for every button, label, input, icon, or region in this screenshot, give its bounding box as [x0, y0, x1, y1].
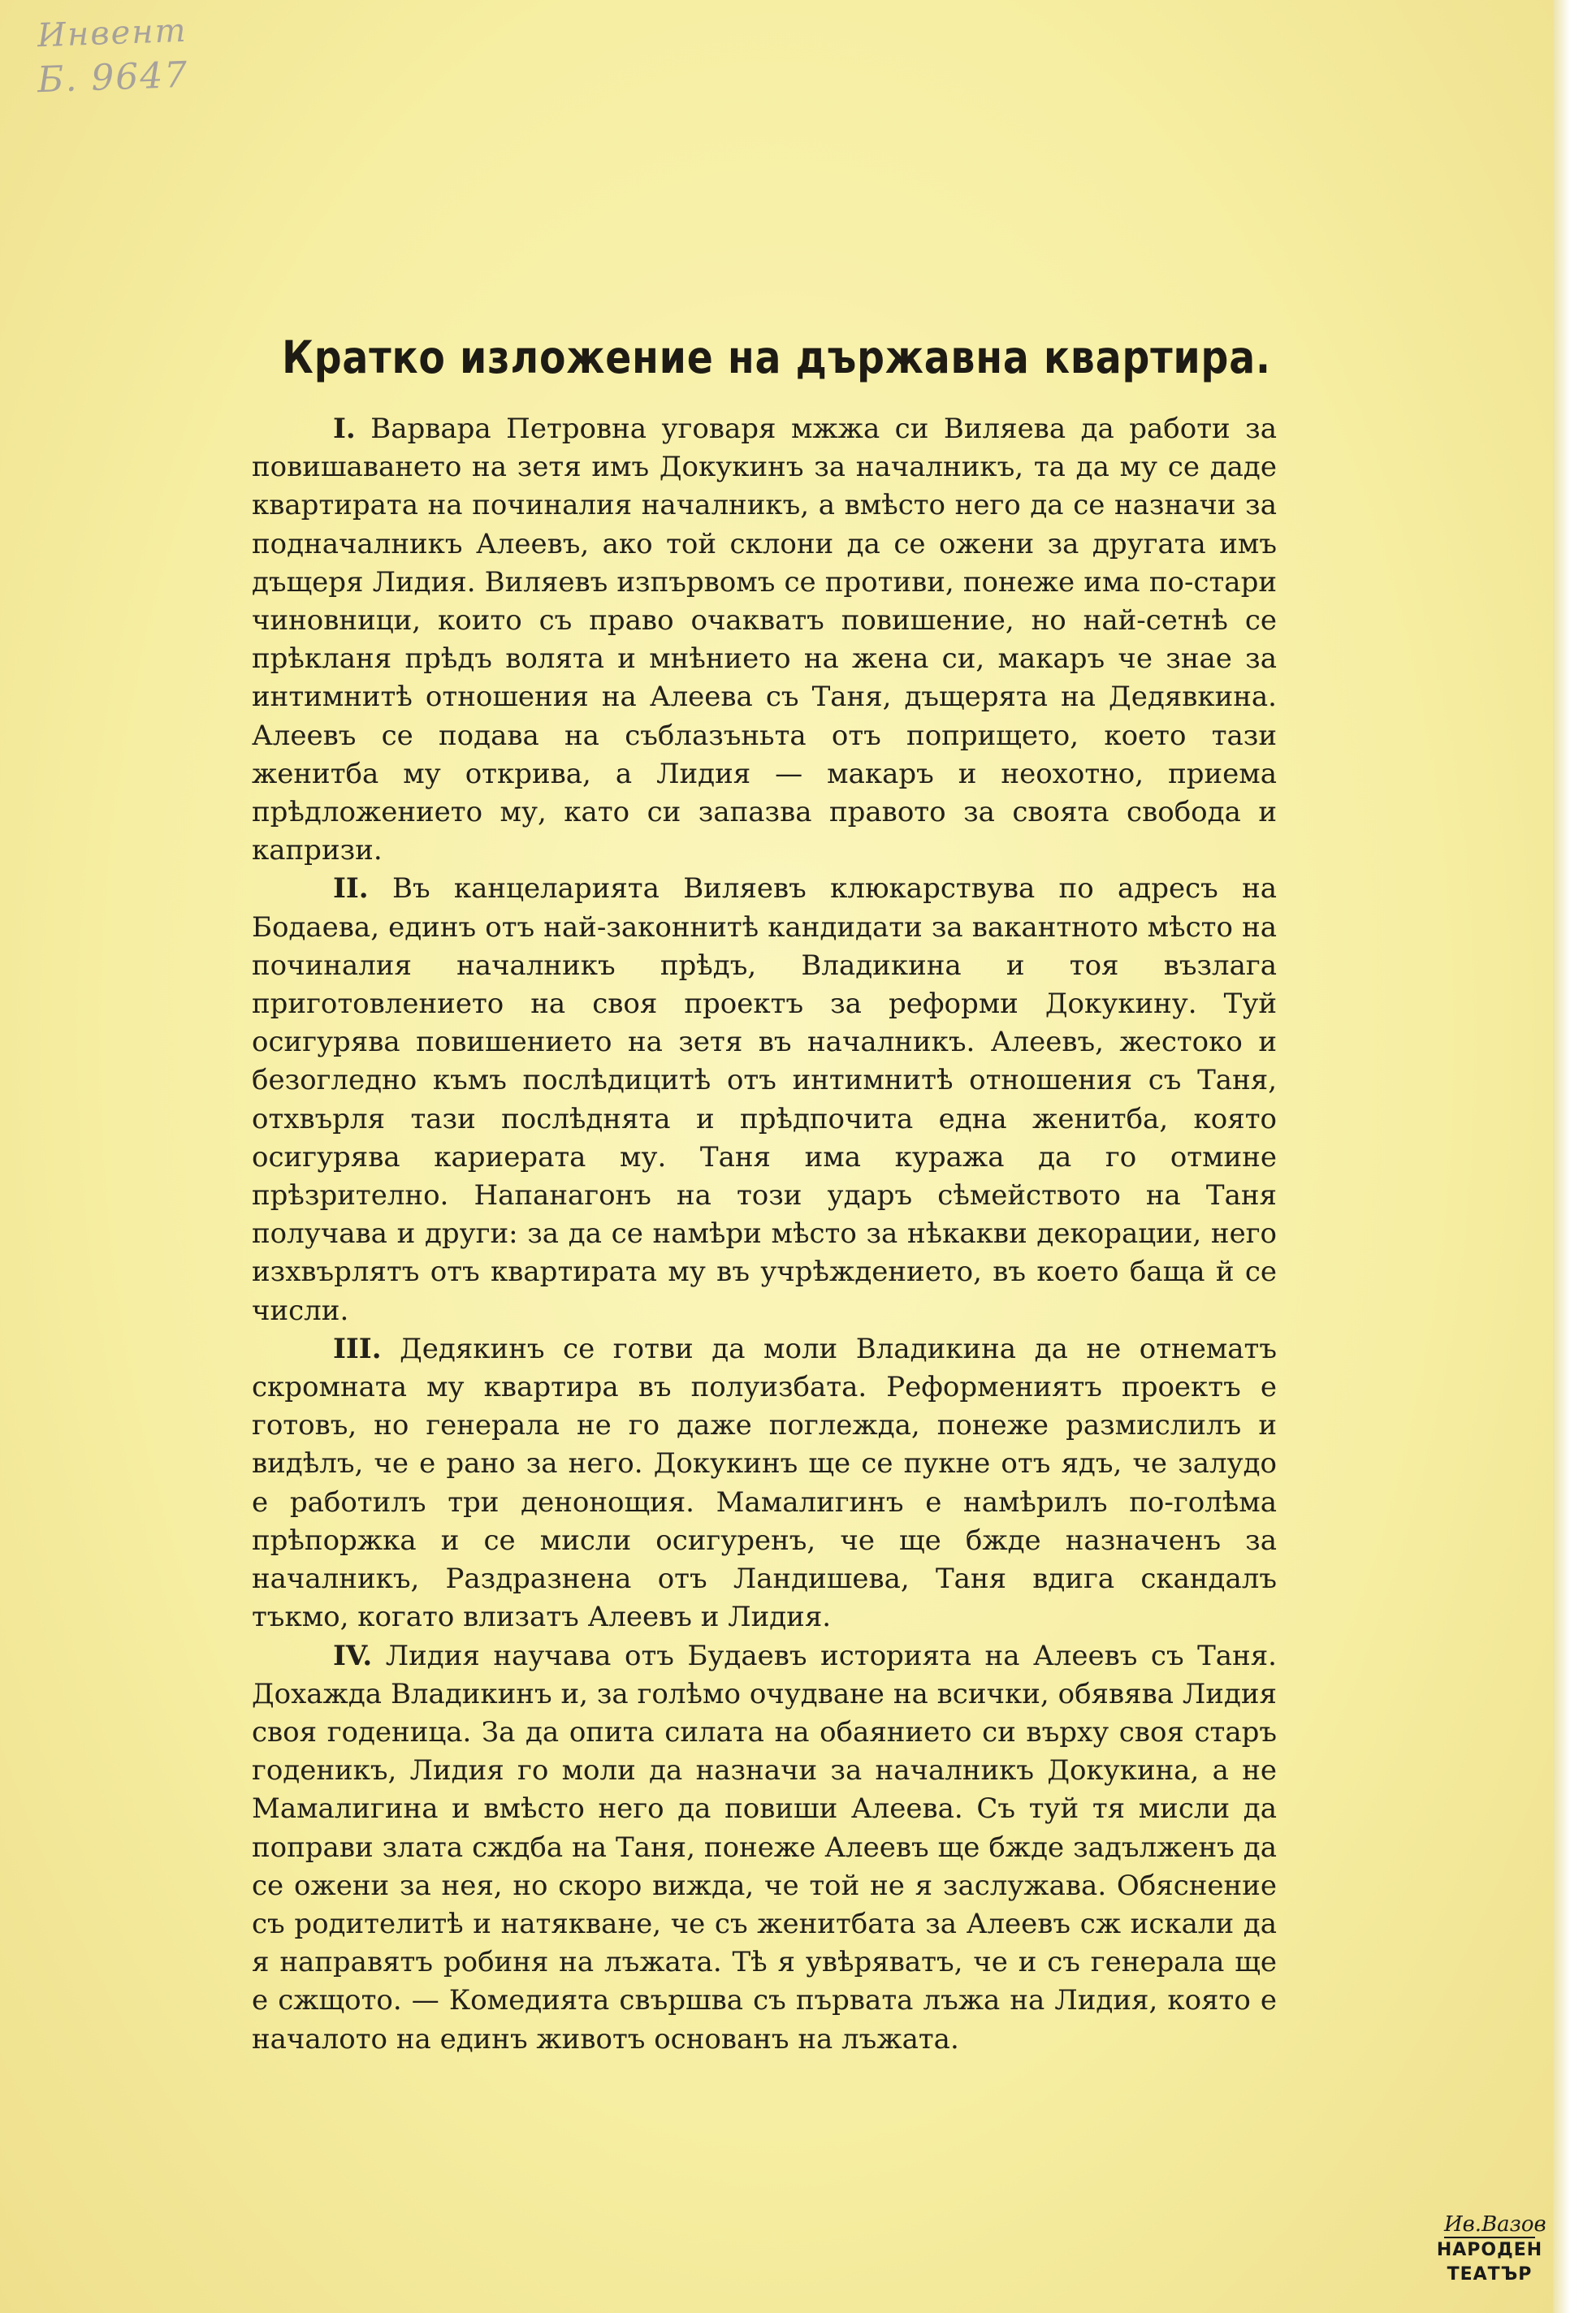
paragraph-numeral: IV.	[333, 1639, 373, 1672]
paragraph-1	[252, 410, 1277, 870]
document-body	[252, 410, 1277, 2059]
paragraph-text: Варвара Петровна уговаря мжжа си Виляева да работи за повишаването на зетя имъ Докукинъ за началникъ, та да му се даде квартирата на починалия началникъ, а вмѣсто него да се назначи за подначалникъ Алеевъ, ако той склони да се ожени за другата имъ дъщеря Лидия. Виляевъ изпървомъ се противи, понеже има по-стари чиновници, които съ право очакватъ повишение, но най-сетнѣ се прѣкланя прѣдъ волята и мнѣнието на жена си, макаръ че знае за интимнитѣ отношения на Алеева съ Таня, дъщерята на Дедявкина. Алеевъ се подава на съблазъньта отъ попрището, което тази женитба му открива, а Лидия — макаръ и неохотно, приема прѣдложението му, като си запазва правото за своята свобода и капризи.	[252, 413, 1277, 867]
stamp-line-1: НАРОДЕН	[1436, 2240, 1543, 2260]
paragraph-text: Въ канцеларията Виляевъ клюкарствува по адресъ на Бодаева, единъ отъ най-законнитѣ кандидати за вакантното мѣсто на починалия началникъ прѣдъ, Владикина и тоя възлага приготовлението на своя проектъ за реформи Докукину. Туй осигурява повишението на зетя въ началникъ. Алеевъ, жестоко и безогледно къмъ послѣдицитѣ отъ интимнитѣ отношения съ Таня, отхвърля тази послѣднята и прѣдпочита една женитба, която осигурява кариерата му. Таня има куража да го отмине прѣзрително. Напанагонъ на този ударъ сѣмейството на Таня получава и други: за да се намѣри мѣсто за нѣкакви декорации, него изхвърлятъ отъ квартирата му въ учрѣждението, въ което баща й се числи.	[252, 872, 1277, 1327]
archive-number-mark: Б. 9647	[37, 54, 190, 102]
paragraph-numeral: III.	[333, 1332, 382, 1365]
paragraph-2	[252, 870, 1277, 1329]
paragraph-3	[252, 1330, 1277, 1637]
paragraph-text: Дедякинъ се готви да моли Владикина да не отнематъ скромната му квартира въ полуизбата. Реформениятъ проектъ е готовъ, но генерала не го даже поглежда, понеже размислилъ и видѣлъ, че е рано за него. Докукинъ ще се пукне отъ ядъ, че залудо е работилъ три денонощия. Мамалигинъ е намѣрилъ по-голѣма прѣпоржка и се мисли осигуренъ, че ще бжде назначенъ за началникъ, Раздразнена отъ Ландишева, Таня вдига скандалъ тъкмо, когато влизатъ Алеевъ и Лидия.	[252, 1332, 1277, 1634]
archive-inventory-mark: Инвент	[37, 11, 188, 55]
stamp-line-2: ТЕАТЪР	[1447, 2264, 1533, 2285]
paragraph-numeral: I.	[333, 413, 356, 445]
paragraph-text: Лидия научава отъ Будаевъ историята на Алеевъ съ Таня. Дохажда Владикинъ и, за голѣмо очудване на всички, обявява Лидия своя годеница. За да опита силата на обаянието си върху своя старъ годеникъ, Лидия го моли да назначи за началникъ Докукина, а не Мамалигина и вмѣсто него да повиши Алеева. Съ туй тя мисли да поправи злата сждба на Таня, понеже Алеевъ ще бжде задълженъ да се ожени за нея, но скоро вижда, че той не я заслужава. Обяснение съ родителитѣ и натякване, че съ женитбата за Алеевъ сж искали да я направятъ робиня на лъжата. Тѣ я увѣряватъ, че и съ генерала ще е сжщото. — Комедията свършва съ първата лъжа на Лидия, която е началото на единъ животъ основанъ на лъжата.	[252, 1639, 1277, 2056]
paragraph-4	[252, 1637, 1277, 2059]
stamp-signature: Ив.Вазов	[1444, 2212, 1546, 2237]
national-theatre-stamp	[1436, 2212, 1546, 2294]
page-edge	[1553, 0, 1596, 2313]
document-title: Кратко изложение на държавна квартира.	[282, 331, 1271, 383]
paragraph-numeral: II.	[333, 872, 369, 906]
